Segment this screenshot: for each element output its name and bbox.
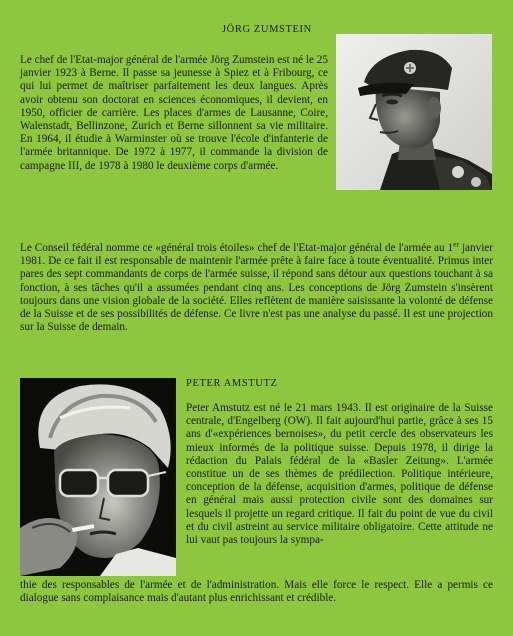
bio-amstutz-paragraph-continued: thie des responsables de l'armée et de l'administration. Mais elle force le respect. Elle a permis ce dialogue sans complaisance mais d'autant plus enrichissant et crédible.: [20, 579, 493, 605]
bio-zumstein-text-2: janvier 1981. De ce fait il est responsable de maintenir l'armée prête à faire face à toute éventualité. Primus inter pares des sept commandants de corps de l'armée suisse, il répond sans détour aux questions touchant à sa fonction, à ses tâches qu'il a assumées pendant cinq ans. Les conceptions de Jörg Zumstein s'insèrent toujours dans une vision globale de la société. Elles reflètent de manière saisissante la volonté de défense de la Suisse et de ses possibilités de défense. Ce livre n'est pas une analyse du passé. Il est une projection sur la Suisse de demain.: [20, 242, 494, 334]
bio-zumstein-paragraph-2: [20, 239, 494, 334]
photo-amstutz: [20, 378, 176, 576]
bio-zumstein-paragraph: Le chef de l'Etat-major général de l'armée Jörg Zumstein est né le 25 janvier 1923 à Berne. Il passe sa jeunesse à Spiez et à Fribourg, ce qui lui permet de maîtriser parfaitement les deux langues. Après avoir obtenu son doctorat en sciences économiques, il devient, en 1950, officier de carrière. Les places d'armes de Lausanne, Coire, Walenstadt, Bellinzone, Zurich et Berne sillonnent sa vie militaire. En 1964, il étudie à Warminster où se trouve l'école d'infanterie de l'armée britannique. De 1972 à 1977, il commande la division de campagne III, de 1978 à 1980 le deuxième corps d'armée.: [20, 54, 328, 172]
ordinal-superscript: er: [453, 239, 459, 249]
bio-amstutz-paragraph: Peter Amstutz est né le 21 mars 1943. Il est originaire de la Suisse centrale, d'Engelberg (OW). Il fait aujourd'hui partie, grâce à ses 15 ans d'«expériences bernoises», du petit cercle des observateurs les mieux informés de la politique suisse. Depuis 1978, il dirige la rédaction du Palais fédéral de la «Basler Zeitung». L'armée constitue un de ses thèmes de prédilection. Politique intérieure, conception de la défense, acquisition d'armes, politique de défense en général mais aussi protection civile sont des domaines sur lesquels il projette un regard critique. Il fait du point de vue du civil et du civil astreint au service militaire obligatoire. Cette attitude ne lui vaut pas toujours la sympa-: [186, 402, 493, 547]
author-heading-zumstein: JÖRG ZUMSTEIN: [222, 24, 312, 35]
bio-zumstein-text-1: Le Conseil fédéral nomme ce «général trois étoiles» chef de l'Etat-major général de l'armée au 1: [20, 242, 454, 254]
author-heading-amstutz: PETER AMSTUTZ: [186, 378, 278, 389]
photo-zumstein: [336, 34, 492, 190]
